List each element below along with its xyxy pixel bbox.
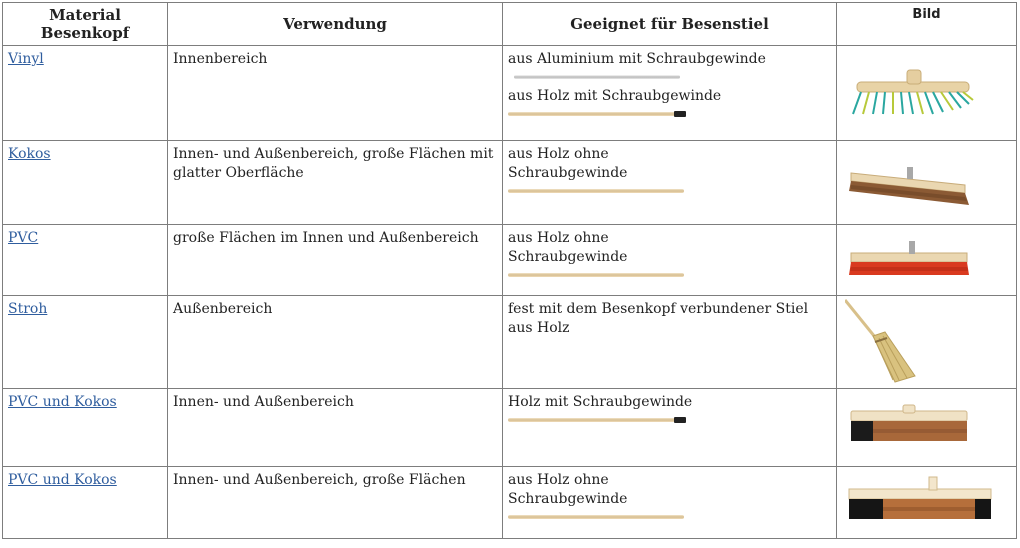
- table-row: [3, 141, 1017, 225]
- broom-pvc-coconut-wide-icon: [845, 467, 995, 537]
- material-link[interactable]: Vinyl: [8, 51, 44, 67]
- wood-screw-handle-image: [508, 110, 831, 118]
- broom-pvc-coconut-icon: [845, 389, 975, 465]
- usage-cell: Innen- und Außenbereich, große Flächen: [168, 467, 503, 539]
- handle-cell: [503, 141, 837, 225]
- header-usage: Verwendung: [168, 3, 503, 46]
- table-row: [3, 225, 1017, 296]
- wood-handle-image: [508, 271, 831, 279]
- handle-text: aus Aluminium mit Schraubgewinde: [508, 51, 766, 67]
- handle-cell: fest mit dem Besenkopf verbundener Stiel aus Holz: [503, 296, 837, 389]
- handle-text: aus Holz ohne Schraubgewinde: [508, 472, 628, 507]
- usage-cell: Innen- und Außenbereich, große Flächen mit glatter Oberfläche: [168, 141, 503, 225]
- wood-screw-handle-image: [508, 416, 831, 424]
- broom-pvc-icon: [845, 225, 975, 295]
- table-row: [3, 467, 1017, 539]
- material-link[interactable]: Kokos: [8, 146, 51, 162]
- usage-cell: große Flächen im Innen und Außenbereich: [168, 225, 503, 296]
- broom-coconut-icon: [845, 141, 975, 225]
- handle-text: aus Holz ohne Schraubgewinde: [508, 230, 628, 265]
- material-link[interactable]: Stroh: [8, 301, 48, 317]
- usage-cell: Innen- und Außenbereich: [168, 389, 503, 467]
- broom-comparison-table: [2, 2, 1017, 539]
- broom-straw-icon: [845, 296, 975, 388]
- material-link[interactable]: PVC und Kokos: [8, 394, 117, 410]
- header-image: Bild: [837, 3, 1017, 46]
- handle-cell: [503, 225, 837, 296]
- handle-cell: [503, 389, 837, 467]
- header-row: [3, 3, 1017, 46]
- handle-text: aus Holz ohne Schraubgewinde: [508, 146, 628, 181]
- handle-text: Holz mit Schraubgewinde: [508, 394, 693, 410]
- header-handle: Geeignet für Besenstiel: [503, 3, 837, 46]
- table-row: [3, 296, 1017, 389]
- usage-cell: Innenbereich: [168, 46, 503, 141]
- handle-cell: [503, 46, 837, 141]
- wood-handle-image: [508, 187, 831, 195]
- material-link[interactable]: PVC: [8, 230, 39, 246]
- aluminium-handle-image: [508, 73, 831, 81]
- broom-vinyl-icon: [845, 46, 975, 136]
- handle-text: aus Holz mit Schraubgewinde: [508, 88, 722, 104]
- table-row: [3, 389, 1017, 467]
- material-link[interactable]: PVC und Kokos: [8, 472, 117, 488]
- table-row: [3, 46, 1017, 141]
- header-material: Material Besenkopf: [3, 3, 168, 46]
- usage-cell: Außenbereich: [168, 296, 503, 389]
- handle-cell: [503, 467, 837, 539]
- wood-handle-image: [508, 513, 831, 521]
